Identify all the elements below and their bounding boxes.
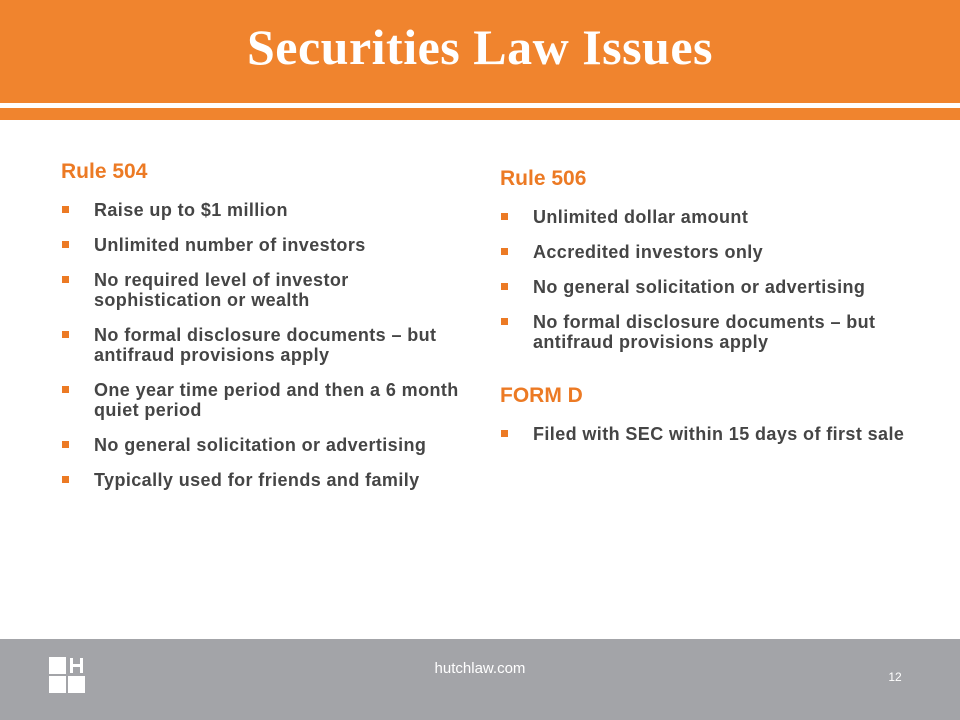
- slide-title: Securities Law Issues: [246, 19, 714, 75]
- list-item-text: No general solicitation or advertising: [94, 435, 427, 455]
- footer-bar: [0, 639, 960, 720]
- form-d-list: [500, 424, 920, 444]
- list-item: [61, 470, 471, 490]
- list-item: [61, 235, 471, 255]
- bullet-icon: [62, 206, 69, 213]
- list-item-text: One year time period and then a 6 month quiet period: [94, 380, 459, 420]
- list-item-text: No formal disclosure documents – but antifraud provisions apply: [94, 325, 437, 365]
- list-item-text: Unlimited number of investors: [94, 235, 366, 255]
- bullet-icon: [501, 248, 508, 255]
- list-item: [61, 325, 471, 365]
- list-item: [500, 424, 920, 444]
- page-number: 12: [888, 670, 902, 684]
- list-item-text: No general solicitation or advertising: [533, 277, 866, 297]
- rule-504-heading: Rule 504: [61, 160, 148, 183]
- list-item-text: No required level of investor sophistication or wealth: [94, 270, 349, 310]
- bullet-icon: [501, 318, 508, 325]
- list-item-text: No formal disclosure documents – but antifraud provisions apply: [533, 312, 876, 352]
- list-item-text: Filed with SEC within 15 days of first sale: [533, 424, 905, 444]
- list-item: [61, 380, 471, 420]
- list-item-text: Unlimited dollar amount: [533, 207, 749, 227]
- rule-506-list: [500, 207, 920, 352]
- bullet-icon: [501, 430, 508, 437]
- bullet-icon: [62, 331, 69, 338]
- bullet-icon: [62, 476, 69, 483]
- list-item: [500, 242, 920, 262]
- bullet-icon: [501, 213, 508, 220]
- rule-506-column: [500, 167, 920, 459]
- form-d-heading: FORM D: [500, 384, 583, 407]
- bullet-icon: [62, 441, 69, 448]
- list-item: [500, 312, 920, 352]
- rule-506-heading: Rule 506: [500, 167, 587, 190]
- list-item: [61, 200, 471, 220]
- list-item: [500, 277, 920, 297]
- footer-url: hutchlaw.com: [434, 660, 526, 677]
- bullet-icon: [62, 276, 69, 283]
- bullet-icon: [62, 241, 69, 248]
- list-item: [500, 207, 920, 227]
- rule-504-column: [61, 160, 471, 505]
- title-underline: [0, 108, 960, 120]
- list-item: [61, 435, 471, 455]
- bullet-icon: [501, 283, 508, 290]
- list-item-text: Raise up to $1 million: [94, 200, 288, 220]
- list-item: [61, 270, 471, 310]
- list-item-text: Accredited investors only: [533, 242, 764, 262]
- bullet-icon: [62, 386, 69, 393]
- list-item-text: Typically used for friends and family: [94, 470, 420, 490]
- rule-504-list: [61, 200, 471, 490]
